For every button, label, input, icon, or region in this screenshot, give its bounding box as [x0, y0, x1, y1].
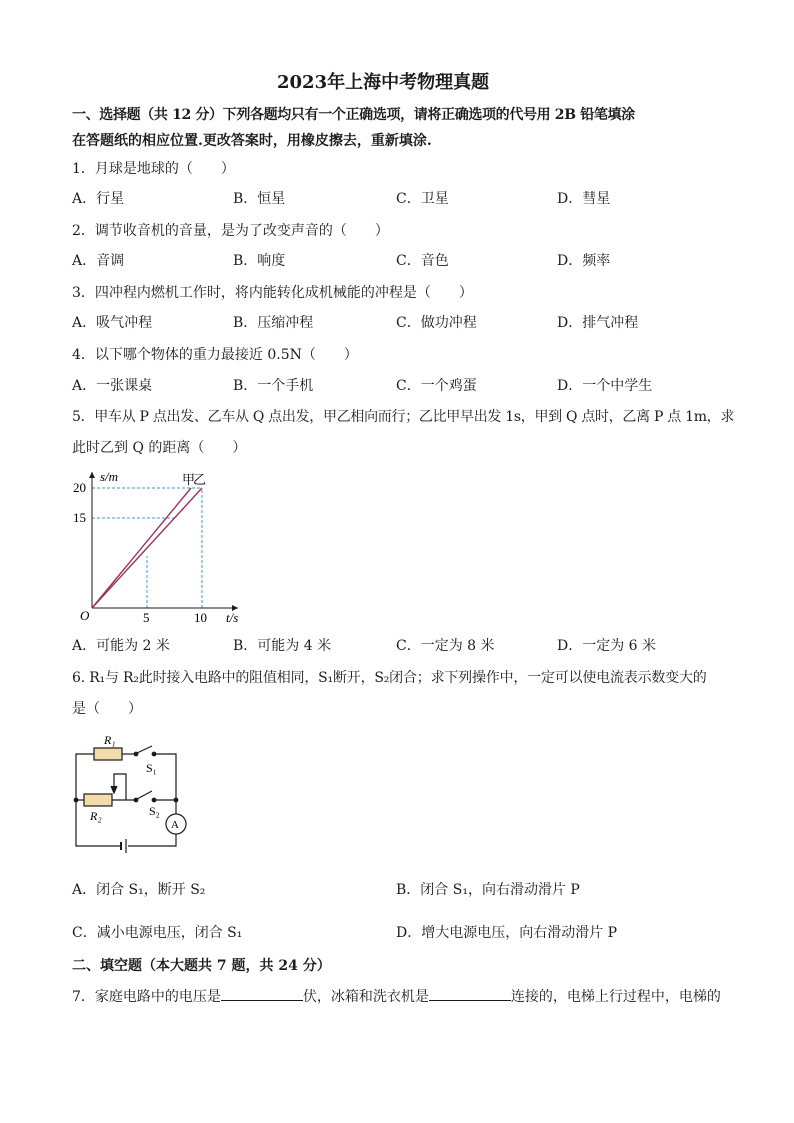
y-tick-label: 15 [73, 510, 86, 525]
q2-option-b: B．响度 [233, 253, 286, 269]
resistor-r2 [84, 794, 112, 806]
x-tick-label: 10 [194, 610, 207, 625]
q3-option-a: A．吸气冲程 [72, 315, 153, 331]
origin-label: O [80, 608, 90, 623]
y-axis-label: s/m [100, 469, 119, 484]
q3-option-b: B．压缩冲程 [233, 315, 314, 331]
q6-stem-line2: 是（ ） [72, 701, 142, 717]
y-tick-label: 20 [73, 480, 86, 495]
q4-option-b: B．一个手机 [233, 378, 314, 394]
q2-option-d: D．频率 [557, 253, 611, 269]
series-label-yi: 乙 [193, 472, 207, 487]
q5-option-d: D．一定为 6 米 [557, 638, 657, 654]
q5-option-b: B．可能为 4 米 [233, 638, 332, 654]
q4-stem: 4．以下哪个物体的重力最接近 0.5N（ ） [72, 347, 358, 363]
ammeter-label: A [171, 819, 179, 831]
q7-text-part2: 伏，冰箱和洗衣机是 [302, 989, 429, 1005]
x-axis-label: t/s [226, 610, 239, 625]
q4-option-d: D．一个中学生 [557, 378, 653, 394]
q7-blank-2[interactable] [429, 986, 511, 1001]
q7-blank-1[interactable] [221, 986, 303, 1001]
q3-option-d: D．排气冲程 [557, 315, 639, 331]
st-graph [70, 468, 250, 628]
circuit-diagram [66, 728, 206, 860]
section1-heading-line2: 在答题纸的相应位置.更改答案时，用橡皮擦去，重新填涂. [72, 133, 432, 149]
q6-option-d: D．增大电源电压，向右滑动滑片 P [396, 925, 618, 941]
section1-heading: 一、选择题（共 12 分）下列各题均只有一个正确选项，请将正确选项的代号用 2B 铅笔填涂 [72, 107, 635, 123]
q7-text-part3: 连接的，电梯上行过程中，电梯的 [510, 989, 721, 1005]
q1-option-a: A．行星 [72, 191, 125, 207]
page-title: 2023年上海中考物理真题 [277, 72, 490, 93]
switch-s2 [137, 791, 152, 799]
resistor-r1 [94, 748, 122, 760]
q6-stem: 6. R₁与 R₂此时接入电路中的阻值相同，S₁断开，S₂闭合；求下列操作中，一定可以使电流表示数变大的 [72, 670, 707, 686]
q4-option-c: C．一个鸡蛋 [396, 378, 477, 394]
series-line-jia [92, 488, 191, 608]
s1-label: S₁ [146, 761, 157, 775]
q5-option-c: C．一定为 8 米 [396, 638, 495, 654]
q1-option-b: B．恒星 [233, 191, 286, 207]
q5-stem-line2: 此时乙到 Q 的距离（ ） [72, 440, 247, 456]
section2-heading: 二、填空题（本大题共 7 题，共 24 分） [72, 958, 331, 974]
q5-option-a: A．可能为 2 米 [72, 638, 170, 654]
s2-label: S₂ [149, 804, 160, 818]
r2-label: R₂ [90, 809, 102, 823]
q6-option-b: B．闭合 S₁，向右滑动滑片 P [396, 882, 580, 898]
x-tick-label: 5 [143, 610, 150, 625]
q5-stem: 5．甲车从 P 点出发、乙车从 Q 点出发，甲乙相向而行；乙比甲早出发 1s，甲到 Q 点时，乙离 P 点 1m，求 [72, 409, 735, 425]
q6-option-c: C．减小电源电压，闭合 S₁ [72, 925, 243, 941]
q2-option-a: A．音调 [72, 253, 125, 269]
q1-stem: 1．月球是地球的（ ） [72, 161, 235, 177]
q3-option-c: C．做功冲程 [396, 315, 477, 331]
q1-option-c: C．卫星 [396, 191, 449, 207]
r1-label: R₁ [104, 733, 116, 747]
q2-option-c: C．音色 [396, 253, 449, 269]
q7-text-part1: 7．家庭电路中的电压是 [72, 989, 221, 1005]
q3-stem: 3．四冲程内燃机工作时，将内能转化成机械能的冲程是（ ） [72, 285, 473, 301]
q4-option-a: A．一张课桌 [72, 378, 153, 394]
q1-option-d: D．彗星 [557, 191, 611, 207]
q6-option-a: A．闭合 S₁，断开 S₂ [72, 882, 206, 898]
series-label-jia: 甲 [182, 472, 196, 487]
switch-s1 [137, 746, 152, 753]
q7-stem [72, 986, 721, 1006]
q2-stem: 2．调节收音机的音量，是为了改变声音的（ ） [72, 223, 389, 239]
